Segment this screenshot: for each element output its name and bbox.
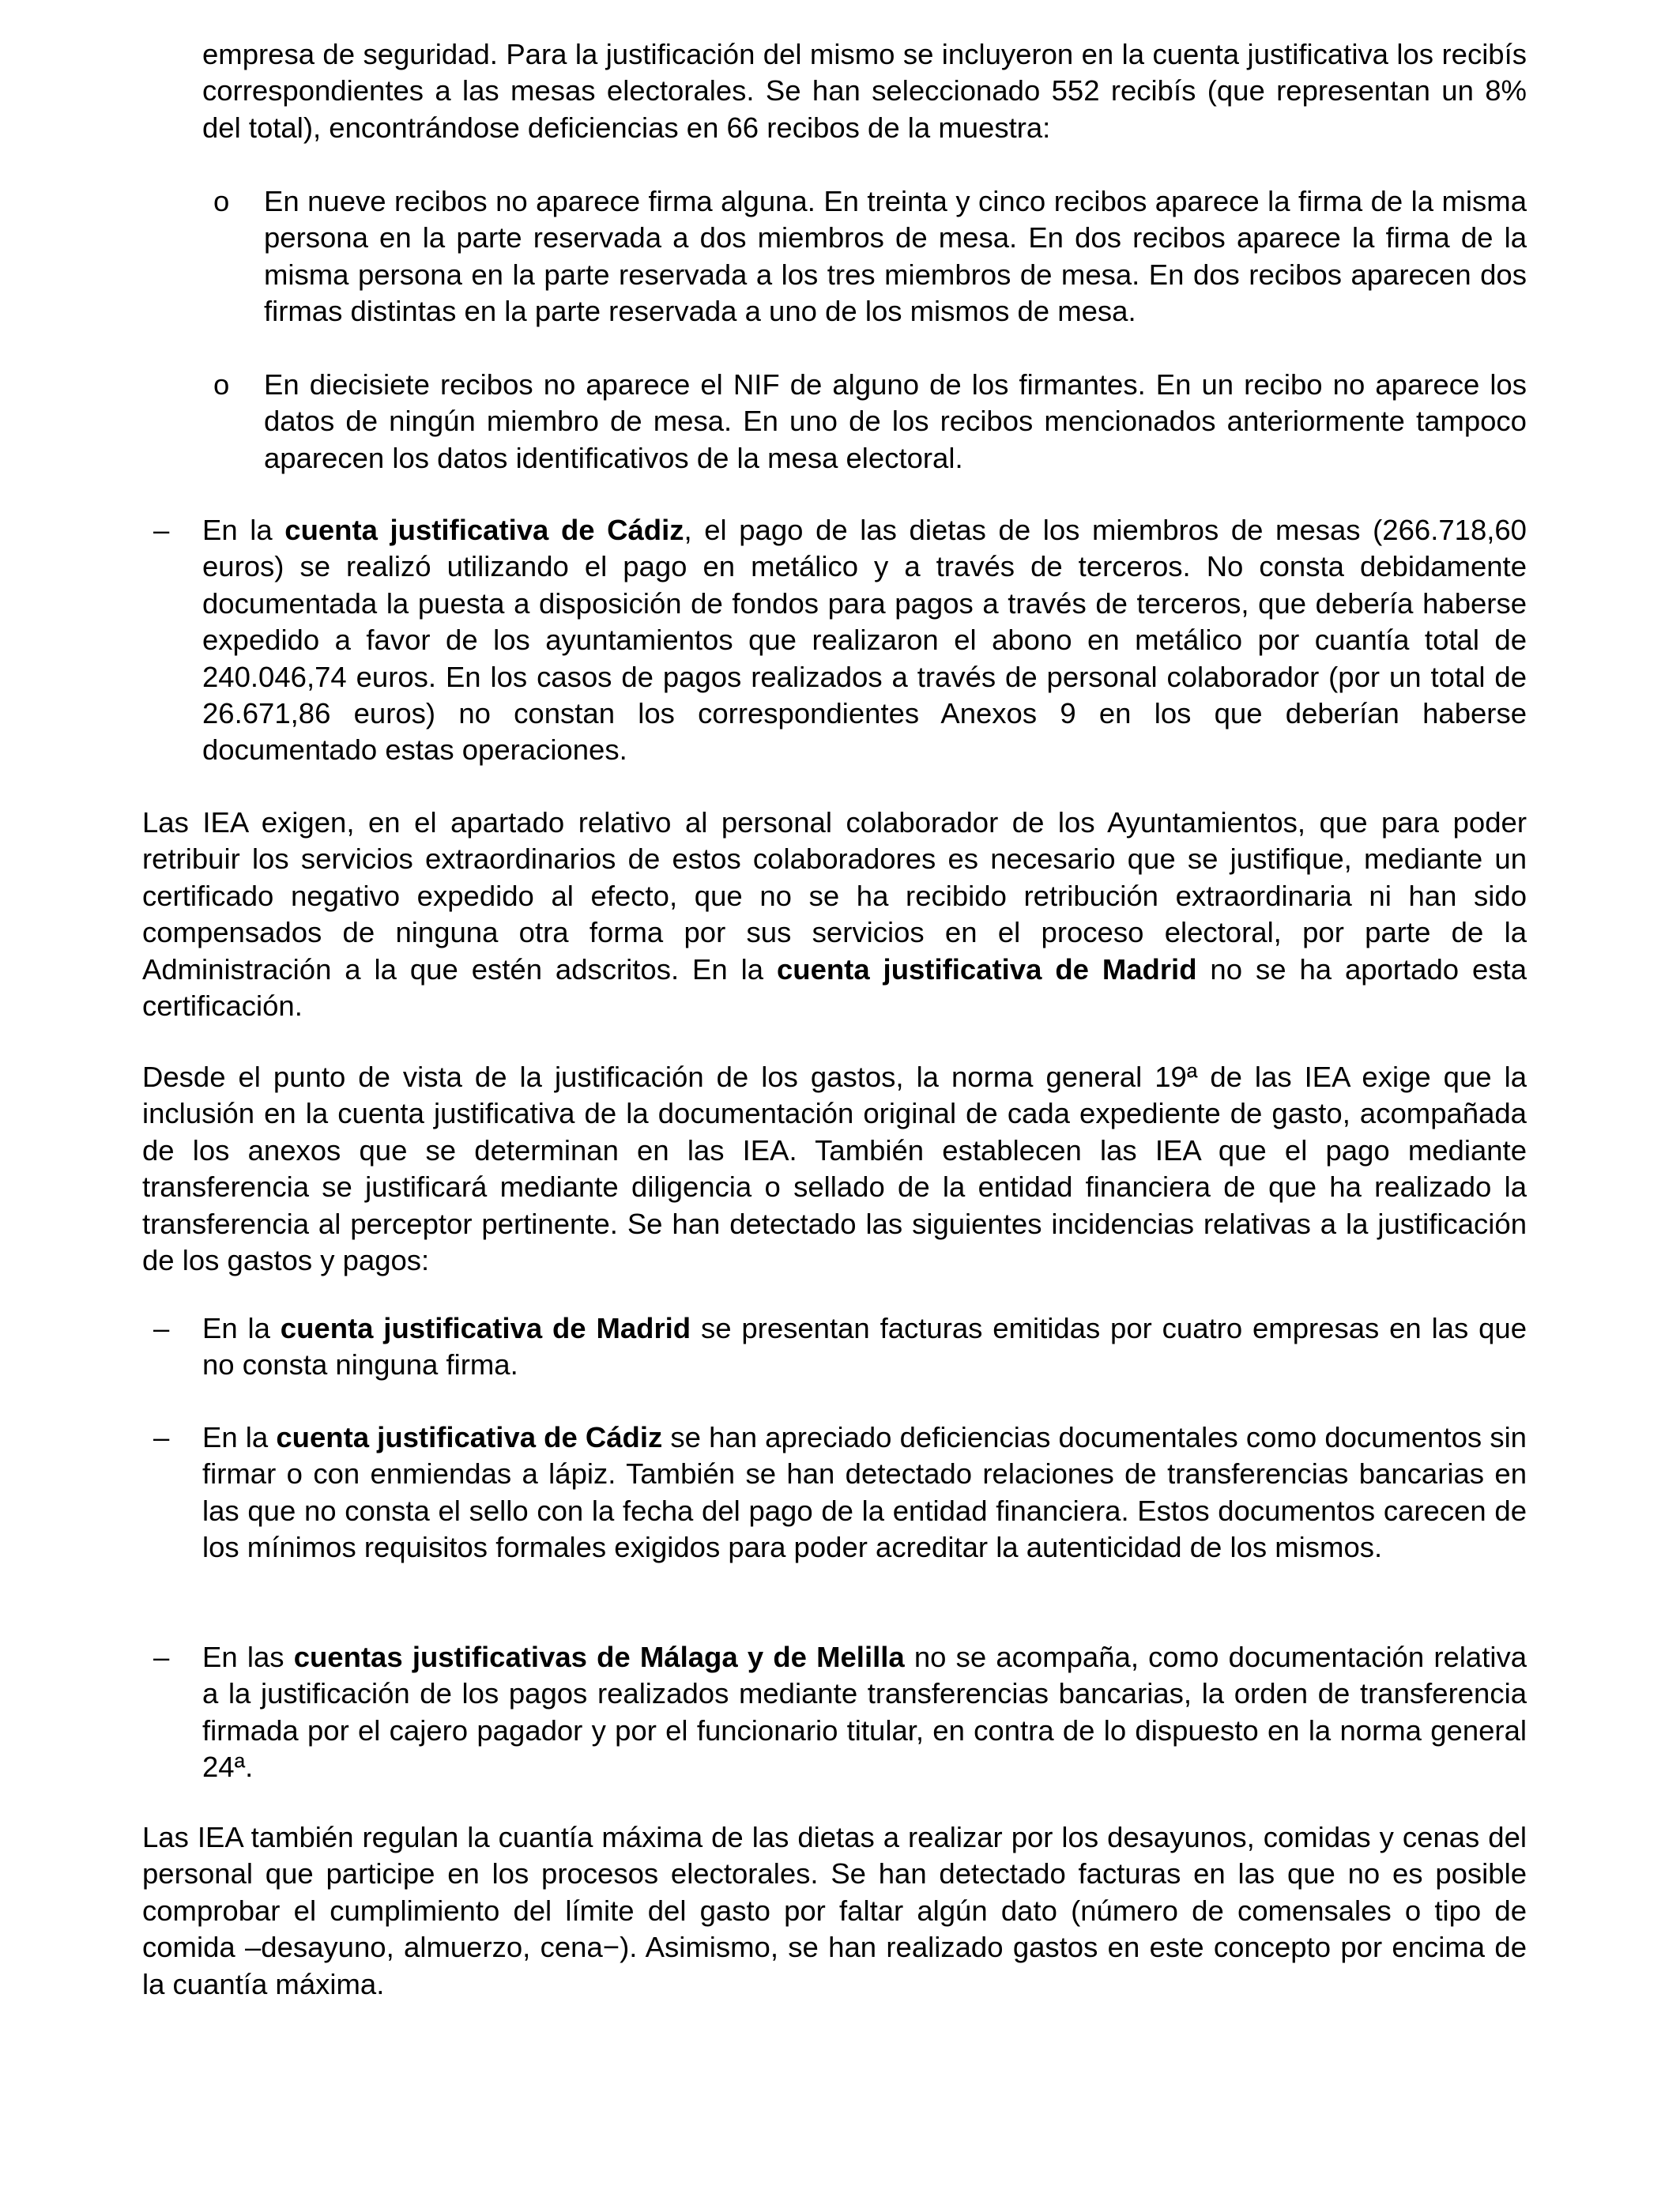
list-item-text: En la cuenta justificativa de Cádiz se han apreciado deficiencias documentales como documentos sin firmar o con enmiendas a lápiz. También se han detectado relaciones de transferencias bancarias en las que no consta el sello con la fecha del pago de la entidad financiera. Estos documentos carecen de los mínimos requisitos formales exigidos para poder acreditar la autenticidad de los mismos. — [202, 1421, 1527, 1564]
list-item-text: En las cuentas justificativas de Málaga y de Melilla no se acompaña, como documentación relativa a la justificación de los pagos realizados mediante transferencias bancarias, la orden de transferencia firmada por el cajero pagador y por el funcionario titular, en contra de lo dispuesto en la norma general 24ª. — [202, 1641, 1527, 1784]
paragraph-colaborador: Las IEA exigen, en el apartado relativo al personal colaborador de los Ayuntamientos, que para poder retribuir los servicios extraordinarios de estos colaboradores es necesario que se justifique, mediante un certificado negativo expedido al efecto, que no se ha recibido retribución extraordinaria ni han sido compensados de ninguna otra forma por sus servicios en el proceso electoral, por parte de la Administración a la que estén adscritos. En la cuenta justificativa de Madrid no se ha aportado esta certificación. — [142, 806, 1527, 1023]
dash-bullet-icon: – — [153, 1312, 170, 1344]
paragraph-dietas: Las IEA también regulan la cuantía máxima de las dietas a realizar por los desayunos, comidas y cenas del personal que participe en los procesos electorales. Se han detectado facturas en las que no es posible comprobar el cumplimiento del límite del gasto por faltar algún dato (número de comensales o tipo de comida –desayuno, almuerzo, cena−). Asimismo, se han realizado gastos en este concepto por encima de la cuantía máxima. — [142, 1821, 1527, 2000]
paragraph-intro: empresa de seguridad. Para la justificación del mismo se incluyeron en la cuenta justificativa los recibís correspondientes a las mesas electorales. Se han seleccionado 552 recibís (que representan un 8% del total), encontrándose deficiencias en 66 recibos de la muestra: — [202, 38, 1527, 144]
list-item-text: En diecisiete recibos no aparece el NIF de alguno de los firmantes. En un recibo no aparece los datos de ningún miembro de mesa. En uno de los recibos mencionados anteriormente tampoco aparecen los datos identificativos de la mesa electoral. — [264, 368, 1527, 474]
dash-bullet-icon: – — [153, 1641, 170, 1673]
paragraph-justificacion: Desde el punto de vista de la justificación de los gastos, la norma general 19ª de las IEA exige que la inclusión en la cuenta justificativa de la documentación original de cada expediente de gasto, acompañada de los anexos que se determinan en las IEA. También establecen las IEA que el pago mediante transferencia se justificará mediante diligencia o sellado de la entidad financiera de que ha realizado la transferencia al perceptor pertinente. Se han detectado las siguientes incidencias relativas a la justificación de los gastos y pagos: — [142, 1061, 1527, 1277]
dash-bullet-icon: – — [153, 514, 170, 546]
circle-bullet-icon: o — [213, 368, 230, 401]
list-item-text: En la cuenta justificativa de Madrid se presentan facturas emitidas por cuatro empresas en las que no consta ninguna firma. — [202, 1312, 1527, 1382]
list-item-text: En la cuenta justificativa de Cádiz, el pago de las dietas de los miembros de mesas (266.718,60 euros) se realizó utilizando el pago en metálico y a través de terceros. No consta debidamente documentada la puesta a disposición de fondos para pagos a través de terceros, que debería haberse expedido a favor de los ayuntamientos que realizaron el abono en metálico por cuantía total de 240.046,74 euros. En los casos de pagos realizados a través de personal colaborador (por un total de 26.671,86 euros) no constan los correspondientes Anexos 9 en los que deberían haberse documentado estas operaciones. — [202, 514, 1527, 767]
list-item-text: En nueve recibos no aparece firma alguna. En treinta y cinco recibos aparece la firma de la misma persona en la parte reservada a dos miembros de mesa. En dos recibos aparece la firma de la misma persona en la parte reservada a los tres miembros de mesa. En dos recibos aparecen dos firmas distintas en la parte reservada a uno de los mismos de mesa. — [264, 185, 1527, 328]
circle-bullet-icon: o — [213, 185, 230, 217]
dash-bullet-icon: – — [153, 1421, 170, 1453]
